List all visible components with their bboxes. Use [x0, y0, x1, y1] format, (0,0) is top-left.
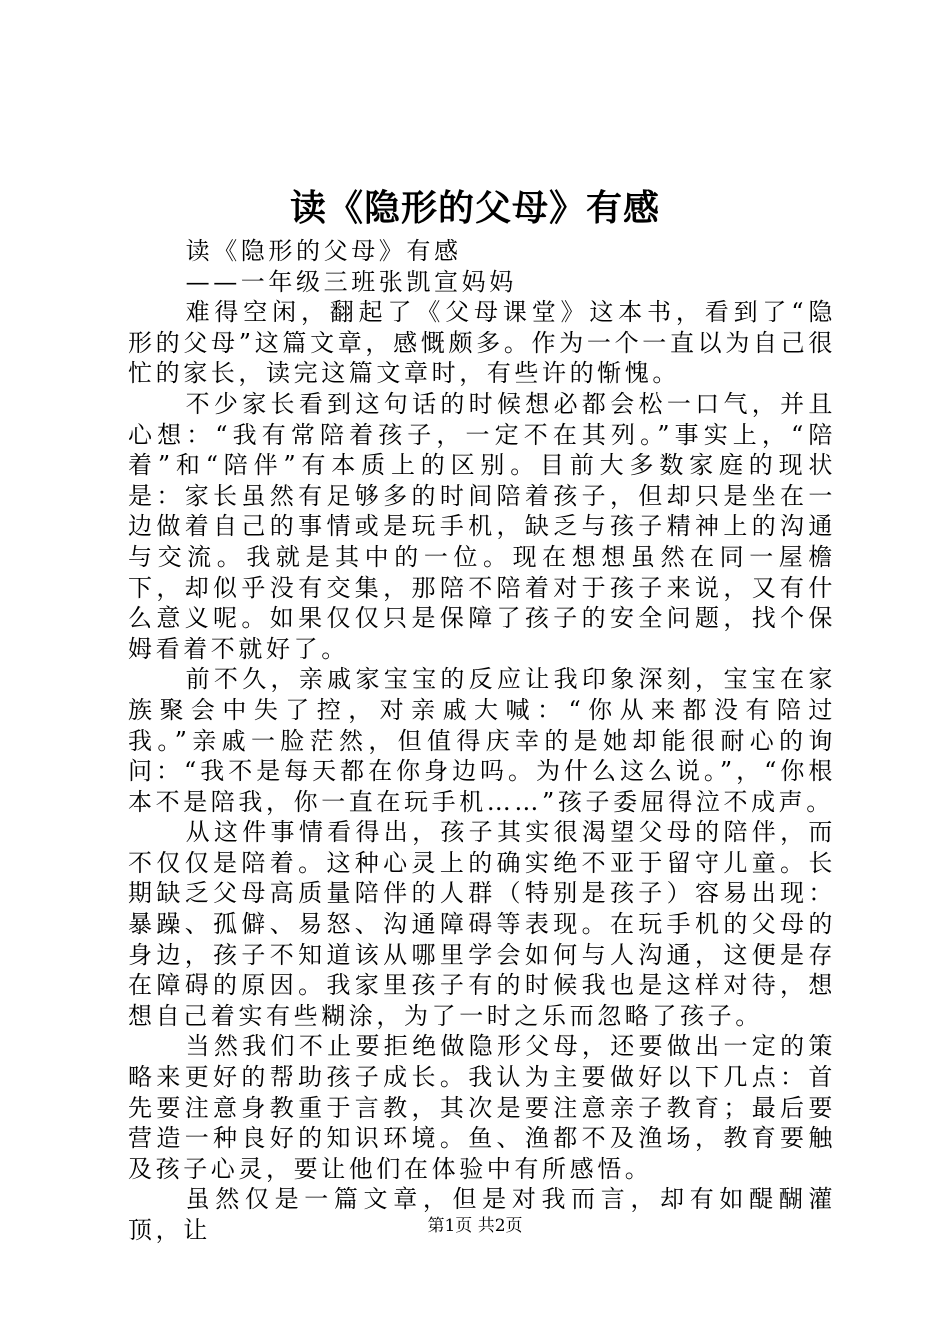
paragraph: 难得空闲，翻起了《父母课堂》这本书，看到了“隐形的父母”这篇文章，感慨颇多。作为一个一直以为自己很忙的家长，读完这篇文章时，有些许的惭愧。	[128, 298, 836, 388]
paragraph: 虽然仅是一篇文章，但是对我而言，却有如醍醐灌顶，让	[128, 1185, 836, 1244]
page-footer: 第1页 共2页	[427, 1216, 523, 1236]
paragraph: 从这件事情看得出，孩子其实很渴望父母的陪伴，而不仅仅是陪着。这种心灵上的确实绝不亚于留守儿童。长期缺乏父母高质量陪伴的人群（特别是孩子）容易出现：暴躁、孤僻、易怒、沟通障碍等表现。在玩手机的父母的身边，孩子不知道该从哪里学会如何与人沟通，这便是存在障碍的原因。我家里孩子有的时候我也是这样对待，想想自己着实有些糊涂，为了一时之乐而忽略了孩子。	[128, 818, 836, 1030]
document-title: 读《隐形的父母》有感	[289, 187, 660, 229]
subtitle-line: 读《隐形的父母》有感	[185, 237, 462, 265]
paragraph: 当然我们不止要拒绝做隐形父母，还要做出一定的策略来更好的帮助孩子成长。我认为主要做好以下几点：首先要注意身教重于言教，其次是要注意亲子教育；最后要营造一种良好的知识环境。鱼、渔都不及渔场，教育要触及孩子心灵，要让他们在体验中有所感悟。	[128, 1032, 836, 1183]
paragraph: 前不久，亲戚家宝宝的反应让我印象深刻，宝宝在家族聚会中失了控，对亲戚大喊：“你从来都没有陪过我。”亲戚一脸茫然，但值得庆幸的是她却能很耐心的询问：“我不是每天都在你身边吗。为什么这么说。”，“你根本不是陪我，你一直在玩手机……”孩子委屈得泣不成声。	[128, 665, 836, 816]
paragraph: 不少家长看到这句话的时候想必都会松一口气，并且心想：“我有常陪着孩子，一定不在其列。”事实上，“陪着”和“陪伴”有本质上的区别。目前大多数家庭的现状是：家长虽然有足够多的时间陪着孩子，但却只是坐在一边做着自己的事情或是玩手机，缺乏与孩子精神上的沟通与交流。我就是其中的一位。现在想想虽然在同一屋檐下，却似乎没有交集，那陪不陪着对于孩子来说，又有什么意义呢。如果仅仅只是保障了孩子的安全问题，找个保姆看着不就好了。	[128, 389, 836, 663]
author-line: ——一年级三班张凯宣妈妈	[185, 267, 517, 296]
document-body	[128, 236, 836, 1246]
